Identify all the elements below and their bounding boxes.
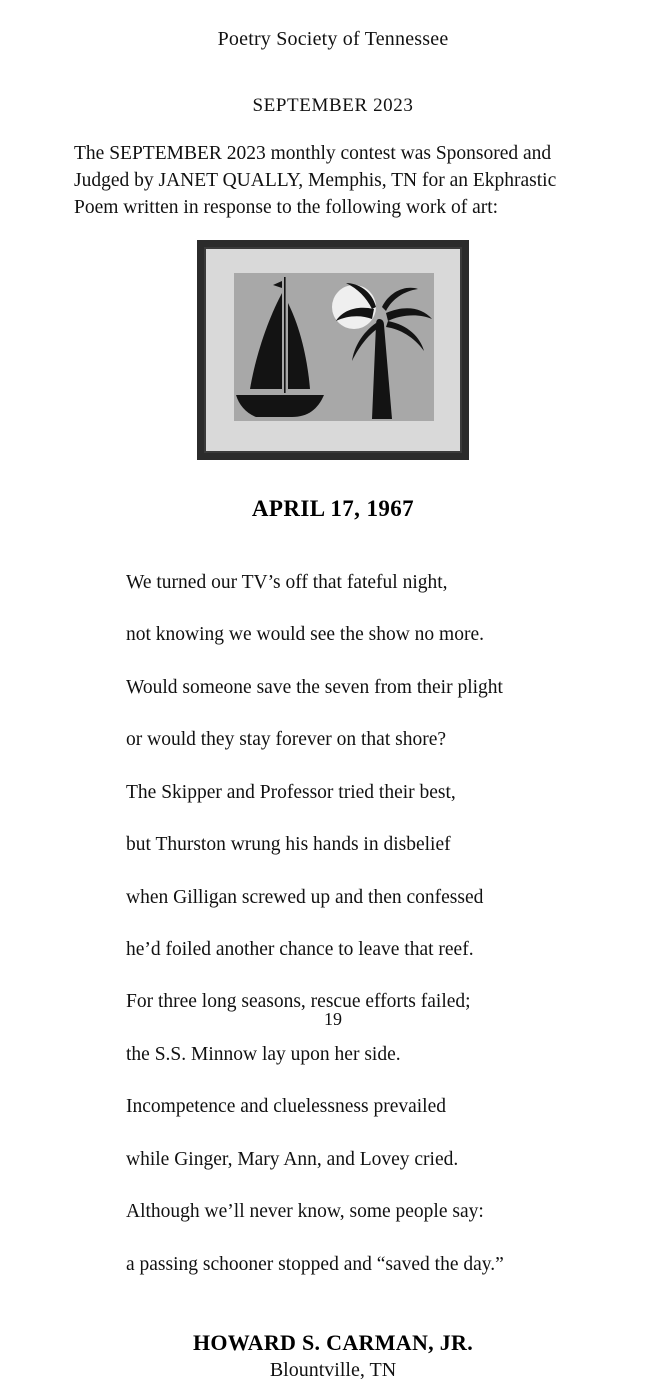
page-number: 19 bbox=[324, 1009, 342, 1029]
poem-line: or would they stay forever on that shore? bbox=[126, 729, 447, 751]
poem-author-city: Blountville, TN bbox=[269, 1359, 397, 1382]
artwork-container bbox=[0, 240, 666, 460]
artwork-frame bbox=[197, 240, 469, 460]
poem-line: Would someone save the seven from their plight bbox=[126, 676, 503, 698]
poem-line: he’d foiled another chance to leave that reef. bbox=[126, 939, 474, 960]
poem-line: Although we’ll never know, some people say: bbox=[126, 1201, 484, 1223]
running-head: Poetry Society of Tennessee bbox=[217, 28, 449, 50]
document-page bbox=[0, 28, 666, 1382]
poem-line: not knowing we would see the show no more. bbox=[126, 624, 484, 646]
poem-body bbox=[126, 544, 666, 1304]
poem-line: Incompetence and cluelessness prevailed bbox=[126, 1096, 446, 1118]
contest-intro-paragraph: The SEPTEMBER 2023 monthly contest was Sponsored and Judged by JANET QUALLY, Memphis, TN for an Ekphrastic Poem written in response to the following work of art: bbox=[74, 143, 557, 218]
poem-line: The Skipper and Professor tried their best, bbox=[126, 781, 456, 803]
issue-date-heading: SEPTEMBER 2023 bbox=[252, 95, 414, 116]
poem-line: when Gilligan screwed up and then confessed bbox=[126, 886, 484, 908]
artwork-mat bbox=[204, 247, 462, 453]
poem-line: a passing schooner stopped and “saved the day.” bbox=[126, 1253, 504, 1275]
poem-line: We turned our TV’s off that fateful night, bbox=[126, 571, 448, 593]
poem-author: HOWARD S. CARMAN, JR. bbox=[192, 1330, 474, 1356]
poem-line: while Ginger, Mary Ann, and Lovey cried. bbox=[126, 1148, 459, 1170]
poem-line: but Thurston wrung his hands in disbelief bbox=[126, 834, 451, 856]
poem-line: For three long seasons, rescue efforts failed; bbox=[126, 991, 471, 1013]
poem-line: the S.S. Minnow lay upon her side. bbox=[126, 1043, 401, 1065]
sailboat-palm-tree-illustration bbox=[206, 249, 460, 451]
poem-title: APRIL 17, 1967 bbox=[251, 495, 415, 521]
